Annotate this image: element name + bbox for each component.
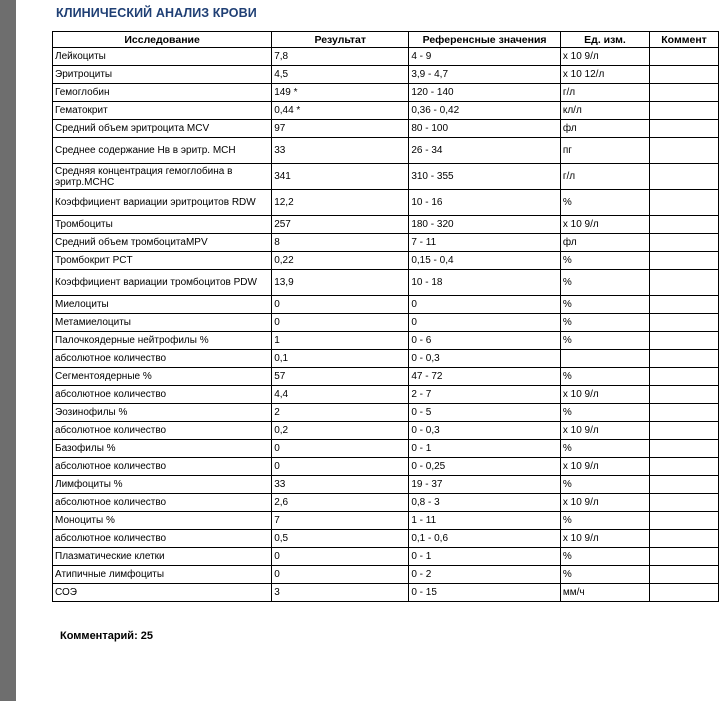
cell-unit: % <box>560 270 649 296</box>
table-row <box>53 270 719 296</box>
table-row <box>53 386 719 404</box>
results-table <box>52 31 719 602</box>
cell-value: 0,22 <box>272 252 409 270</box>
cell-unit: % <box>560 512 649 530</box>
cell-reference: 120 - 140 <box>409 84 561 102</box>
cell-name: Атипичные лимфоциты <box>53 566 272 584</box>
cell-unit: x 10 9/л <box>560 386 649 404</box>
cell-value: 149 * <box>272 84 409 102</box>
cell-value: 257 <box>272 216 409 234</box>
cell-name: Плазматические клетки <box>53 548 272 566</box>
comment-footer: Комментарий: 25 <box>60 630 154 642</box>
cell-name: Эозинофилы % <box>53 404 272 422</box>
cell-comment <box>650 102 719 120</box>
cell-unit: % <box>560 404 649 422</box>
cell-reference: 0 - 5 <box>409 404 561 422</box>
cell-name: абсолютное количество <box>53 350 272 368</box>
table-row <box>53 566 719 584</box>
cell-comment <box>650 476 719 494</box>
cell-name: абсолютное количество <box>53 530 272 548</box>
cell-name: Средняя концентрация гемоглобина в эритр.МСНС <box>53 164 272 190</box>
table-row <box>53 512 719 530</box>
cell-value: 57 <box>272 368 409 386</box>
table-row <box>53 350 719 368</box>
cell-comment <box>650 332 719 350</box>
cell-comment <box>650 494 719 512</box>
cell-comment <box>650 234 719 252</box>
cell-reference: 2 - 7 <box>409 386 561 404</box>
table-row <box>53 584 719 602</box>
table-row <box>53 368 719 386</box>
table-row <box>53 234 719 252</box>
cell-comment <box>650 386 719 404</box>
cell-value: 0,44 * <box>272 102 409 120</box>
cell-comment <box>650 314 719 332</box>
cell-value: 0 <box>272 296 409 314</box>
cell-unit: г/л <box>560 164 649 190</box>
cell-value: 0,2 <box>272 422 409 440</box>
cell-name: Эритроциты <box>53 66 272 84</box>
report-title: КЛИНИЧЕСКИЙ АНАЛИЗ КРОВИ <box>56 6 257 20</box>
col-header-reference: Референсные значения <box>409 32 561 48</box>
cell-comment <box>650 164 719 190</box>
cell-name: абсолютное количество <box>53 386 272 404</box>
cell-reference: 26 - 34 <box>409 138 561 164</box>
cell-comment <box>650 252 719 270</box>
cell-name: Лимфоциты % <box>53 476 272 494</box>
cell-unit: x 10 9/л <box>560 216 649 234</box>
table-row <box>53 548 719 566</box>
cell-name: Гематокрит <box>53 102 272 120</box>
cell-value: 0 <box>272 548 409 566</box>
cell-reference: 47 - 72 <box>409 368 561 386</box>
cell-value: 7 <box>272 512 409 530</box>
cell-reference: 1 - 11 <box>409 512 561 530</box>
cell-unit: % <box>560 296 649 314</box>
cell-unit: % <box>560 440 649 458</box>
cell-unit: x 10 9/л <box>560 494 649 512</box>
cell-name: Метамиелоциты <box>53 314 272 332</box>
cell-value: 0 <box>272 314 409 332</box>
cell-name: Миелоциты <box>53 296 272 314</box>
table-row <box>53 296 719 314</box>
cell-reference: 0 <box>409 314 561 332</box>
cell-unit: фл <box>560 120 649 138</box>
cell-reference: 0 - 1 <box>409 548 561 566</box>
cell-reference: 10 - 18 <box>409 270 561 296</box>
table-row <box>53 216 719 234</box>
cell-comment <box>650 120 719 138</box>
cell-reference: 0 - 15 <box>409 584 561 602</box>
cell-reference: 0 - 0,3 <box>409 422 561 440</box>
cell-unit: % <box>560 368 649 386</box>
table-row <box>53 138 719 164</box>
cell-comment <box>650 350 719 368</box>
cell-unit: кл/л <box>560 102 649 120</box>
cell-name: Среднее содержание Нв в эритр. МСН <box>53 138 272 164</box>
table-header <box>53 32 719 48</box>
cell-reference: 0,8 - 3 <box>409 494 561 512</box>
cell-comment <box>650 84 719 102</box>
cell-name: Средний объем эритроцита MCV <box>53 120 272 138</box>
table-row <box>53 422 719 440</box>
cell-unit: x 10 9/л <box>560 48 649 66</box>
cell-value: 97 <box>272 120 409 138</box>
cell-unit: г/л <box>560 84 649 102</box>
cell-name: Средний объем тромбоцитаMPV <box>53 234 272 252</box>
cell-name: Базофилы % <box>53 440 272 458</box>
cell-name: Коэффициент вариации тромбоцитов PDW <box>53 270 272 296</box>
cell-value: 33 <box>272 138 409 164</box>
cell-reference: 0,36 - 0,42 <box>409 102 561 120</box>
table-row <box>53 48 719 66</box>
col-header-value: Результат <box>272 32 409 48</box>
cell-value: 33 <box>272 476 409 494</box>
cell-reference: 80 - 100 <box>409 120 561 138</box>
cell-reference: 4 - 9 <box>409 48 561 66</box>
table-row <box>53 494 719 512</box>
table-row <box>53 404 719 422</box>
cell-value: 0,5 <box>272 530 409 548</box>
cell-value: 2 <box>272 404 409 422</box>
cell-value: 2,6 <box>272 494 409 512</box>
cell-unit: % <box>560 476 649 494</box>
cell-value: 0 <box>272 566 409 584</box>
col-header-unit: Ед. изм. <box>560 32 649 48</box>
cell-reference: 0 - 6 <box>409 332 561 350</box>
table-row <box>53 84 719 102</box>
cell-reference: 0 - 0,25 <box>409 458 561 476</box>
cell-value: 4,5 <box>272 66 409 84</box>
cell-value: 12,2 <box>272 190 409 216</box>
cell-comment <box>650 458 719 476</box>
left-page-margin <box>0 0 16 701</box>
cell-unit: x 10 9/л <box>560 422 649 440</box>
cell-comment <box>650 566 719 584</box>
cell-comment <box>650 440 719 458</box>
cell-value: 4,4 <box>272 386 409 404</box>
cell-name: Лейкоциты <box>53 48 272 66</box>
cell-reference: 0,1 - 0,6 <box>409 530 561 548</box>
cell-unit: мм/ч <box>560 584 649 602</box>
table-row <box>53 190 719 216</box>
table-body <box>53 48 719 602</box>
cell-reference: 310 - 355 <box>409 164 561 190</box>
cell-comment <box>650 270 719 296</box>
cell-name: абсолютное количество <box>53 494 272 512</box>
cell-comment <box>650 512 719 530</box>
cell-unit: % <box>560 548 649 566</box>
cell-unit: % <box>560 252 649 270</box>
table-row <box>53 332 719 350</box>
cell-name: Тромбоциты <box>53 216 272 234</box>
table-row <box>53 102 719 120</box>
table-row <box>53 120 719 138</box>
cell-unit: x 10 9/л <box>560 530 649 548</box>
table-row <box>53 476 719 494</box>
table-row <box>53 252 719 270</box>
col-header-name: Исследование <box>53 32 272 48</box>
cell-reference: 7 - 11 <box>409 234 561 252</box>
cell-reference: 0 - 2 <box>409 566 561 584</box>
cell-value: 0 <box>272 440 409 458</box>
cell-reference: 10 - 16 <box>409 190 561 216</box>
cell-reference: 0 - 0,3 <box>409 350 561 368</box>
cell-name: Моноциты % <box>53 512 272 530</box>
cell-value: 1 <box>272 332 409 350</box>
table-row <box>53 66 719 84</box>
cell-name: Тромбокрит PCT <box>53 252 272 270</box>
cell-name: СОЭ <box>53 584 272 602</box>
cell-comment <box>650 404 719 422</box>
cell-comment <box>650 548 719 566</box>
table-row <box>53 530 719 548</box>
table-row <box>53 458 719 476</box>
cell-unit: % <box>560 566 649 584</box>
cell-name: Коэффициент вариации эритроцитов RDW <box>53 190 272 216</box>
cell-unit: x 10 12/л <box>560 66 649 84</box>
cell-unit: % <box>560 314 649 332</box>
cell-name: Сегментоядерные % <box>53 368 272 386</box>
col-header-comment: Коммент <box>650 32 719 48</box>
cell-name: абсолютное количество <box>53 458 272 476</box>
cell-value: 0 <box>272 458 409 476</box>
cell-name: Гемоглобин <box>53 84 272 102</box>
table-row <box>53 314 719 332</box>
cell-comment <box>650 296 719 314</box>
cell-value: 3 <box>272 584 409 602</box>
cell-comment <box>650 138 719 164</box>
cell-value: 7,8 <box>272 48 409 66</box>
cell-value: 8 <box>272 234 409 252</box>
cell-reference: 0 <box>409 296 561 314</box>
cell-reference: 19 - 37 <box>409 476 561 494</box>
cell-reference: 0,15 - 0,4 <box>409 252 561 270</box>
cell-reference: 180 - 320 <box>409 216 561 234</box>
report-page <box>16 0 719 701</box>
cell-unit: % <box>560 190 649 216</box>
cell-comment <box>650 368 719 386</box>
cell-unit: пг <box>560 138 649 164</box>
cell-reference: 0 - 1 <box>409 440 561 458</box>
table-row <box>53 164 719 190</box>
cell-value: 341 <box>272 164 409 190</box>
table-row <box>53 440 719 458</box>
cell-comment <box>650 584 719 602</box>
cell-reference: 3,9 - 4,7 <box>409 66 561 84</box>
cell-unit: фл <box>560 234 649 252</box>
cell-comment <box>650 216 719 234</box>
cell-name: абсолютное количество <box>53 422 272 440</box>
cell-unit <box>560 350 649 368</box>
cell-comment <box>650 48 719 66</box>
cell-name: Палочкоядерные нейтрофилы % <box>53 332 272 350</box>
cell-value: 0,1 <box>272 350 409 368</box>
cell-comment <box>650 530 719 548</box>
cell-comment <box>650 422 719 440</box>
cell-unit: % <box>560 332 649 350</box>
header-row <box>53 32 719 48</box>
cell-unit: x 10 9/л <box>560 458 649 476</box>
cell-value: 13,9 <box>272 270 409 296</box>
cell-comment <box>650 66 719 84</box>
cell-comment <box>650 190 719 216</box>
